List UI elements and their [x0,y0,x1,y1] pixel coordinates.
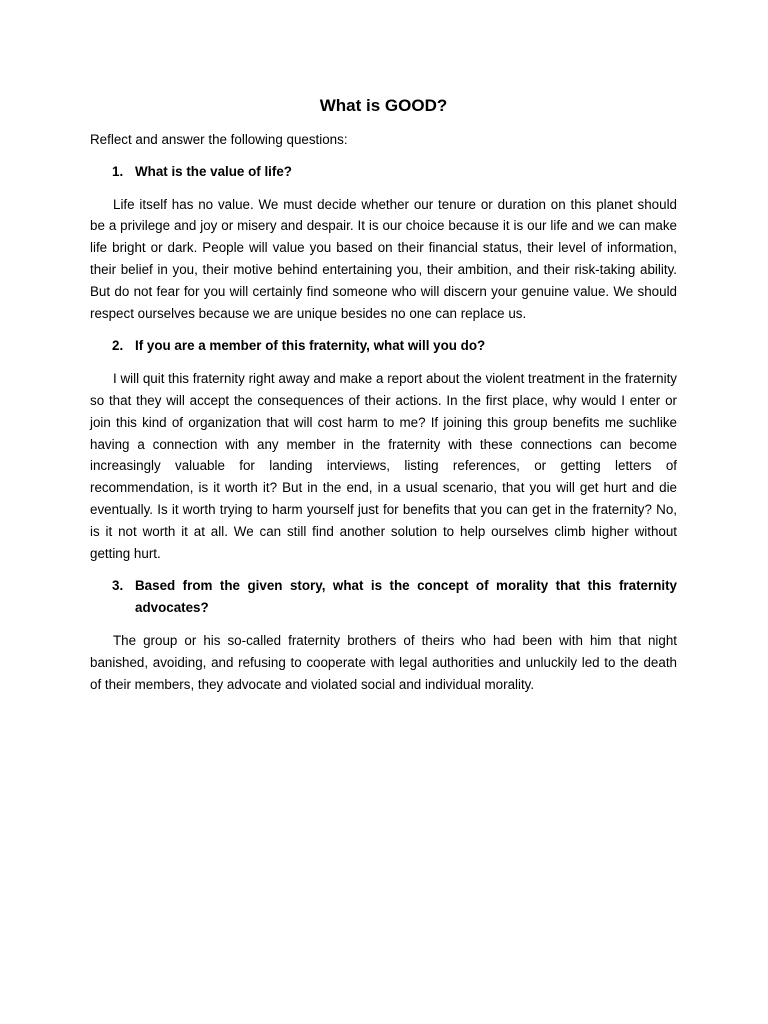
answer-3: The group or his so-called fraternity brothers of theirs who had been with him that night banished, avoiding, and refusing to cooperate with legal authorities and unluckily led to the death of their members, they advocate and violated social and individual morality. [90,632,677,692]
question-text: What is the value of life? [135,163,292,179]
document-page [90,94,677,706]
answer-1: Life itself has no value. We must decide whether our tenure or duration on this planet should be a privilege and joy or misery and despair. It is our choice because it is our life and we can make life bright or dark. People will value you based on their financial status, their level of information, their belief in you, their motive behind entertaining you, their ambition, and their risk-taking ability. But do not fear for you will certainly find someone who will discern your genuine value. We should respect ourselves because we are unique besides no one can replace us. [90,196,677,321]
question-text: If you are a member of this fraternity, what will you do? [135,338,486,354]
document-title: What is GOOD? [319,96,448,115]
intro-text: Reflect and answer the following questions: [90,132,348,147]
question-2 [90,335,677,357]
question-text: Based from the given story, what is the concept of morality that this fraternity advocates? [135,578,677,616]
answer-2: I will quit this fraternity right away and make a report about the violent treatment in the fraternity so that they will accept the consequences of their actions. In the first place, why would I enter or join this kind of organization that will cost harm to me? If joining this group benefits me suchlike having a connection with any member in the fraternity with these connections can become increasingly valuable for landing interviews, listing references, or getting letters of recommendation, is it worth it? But in the end, in a usual scenario, that you will get hurt and die eventually. Is it worth trying to harm yourself just for benefits that you can get in the fraternity? No, is it not worth it at all. We can still find another solution to help ourselves climb higher without getting hurt. [90,371,677,561]
question-3 [90,575,677,619]
question-number: 2. [112,338,124,354]
question-number: 3. [112,578,124,594]
question-1 [90,161,677,183]
question-number: 1. [112,163,124,179]
